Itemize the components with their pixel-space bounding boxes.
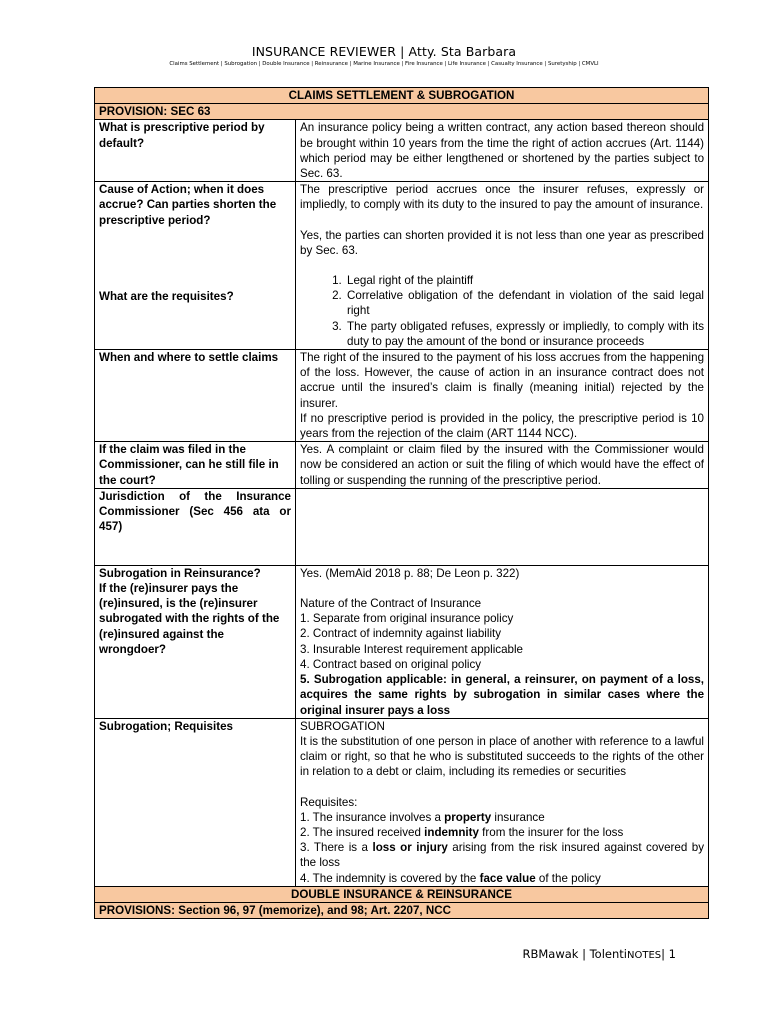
question-cell: If the claim was filed in the Commissioner, can he still file in the court? — [95, 442, 296, 489]
section-heading-row — [95, 886, 709, 902]
page-number: | 1 — [661, 947, 676, 961]
list-item-text: 4. The indemnity is covered by the — [300, 871, 480, 885]
list-item: 2. Correlative obligation of the defendant in violation of the said legal right — [345, 288, 704, 318]
answer-cell — [296, 718, 709, 886]
list-item-text: 3. There is a — [300, 841, 373, 855]
answer-text: Yes. (MemAid 2018 p. 88; De Leon p. 322) — [300, 566, 520, 580]
provision-label: PROVISIONS: Section 96, 97 (memorize), and 98; Art. 2207, NCC — [95, 902, 709, 918]
question-text: Cause of Action; when it does accrue? Can parties shorten the prescriptive period? — [99, 183, 277, 227]
list-item — [300, 871, 704, 886]
list-item: 1. Separate from original insurance policy — [300, 612, 514, 626]
footer-author: RBMawak | Tolenti — [522, 947, 627, 961]
table-row — [95, 565, 709, 718]
list-item — [300, 840, 704, 870]
list-item — [300, 810, 704, 825]
provision-label: PROVISION: SEC 63 — [95, 104, 709, 120]
section-title: DOUBLE INSURANCE & REINSURANCE — [95, 886, 709, 902]
section-heading-row — [95, 88, 709, 104]
question-cell: Subrogation; Requisites — [95, 718, 296, 886]
question-cell: Jurisdiction of the Insurance Commissioner (Sec 456 ata or 457) — [95, 488, 296, 565]
table-row — [95, 182, 709, 350]
list-item-text: 1. The insurance involves a — [300, 810, 445, 824]
answer-text: Nature of the Contract of Insurance — [300, 597, 482, 611]
table-row — [95, 718, 709, 886]
question-cell — [95, 565, 296, 718]
answer-text: If no prescriptive period is provided in the policy, the prescriptive period is 10 years from the rejection of the claim (ART 1144 NCC). — [300, 411, 705, 441]
table-row — [95, 120, 709, 182]
list-item-text: of the policy — [535, 871, 601, 885]
list-item-emphasis: loss or injury — [372, 841, 448, 855]
provision-row — [95, 902, 709, 918]
answer-cell — [296, 565, 709, 718]
page-footer — [522, 947, 676, 961]
list-item-emphasis: property — [444, 810, 492, 824]
requisites-list — [300, 273, 704, 349]
footer-brand: NOTES — [627, 950, 662, 961]
question-text: If the (re)insurer pays the (re)insured, is the (re)insurer subrogated with the rights of the (re)insured against the wrongdoer? — [99, 582, 280, 656]
answer-cell — [296, 182, 709, 350]
answer-cell: An insurance policy being a written contract, any action based thereon should be brought within 10 years from the time the right of action accrues (Art. 1144) which period may be either lengthened or shortened by the parties subject to Sec. 63. — [296, 120, 709, 182]
list-item-bold: 5. Subrogation applicable: in general, a reinsurer, on payment of a loss, acquires the same rights by subrogation in similar cases where the original insurer pays a loss — [300, 673, 705, 717]
section-title: CLAIMS SETTLEMENT & SUBROGATION — [95, 88, 709, 104]
answer-cell — [296, 350, 709, 442]
answer-text: It is the substitution of one person in place of another with reference to a lawful claim or right, so that he who is substituted succeeds to the rights of the other in relation to a debt or claim, including its remedies or securities — [300, 734, 705, 779]
list-item-text: 2. The insured received — [300, 825, 425, 839]
question-cell — [95, 182, 296, 350]
question-text: Subrogation in Reinsurance? — [99, 566, 261, 580]
list-item: 4. Contract based on original policy — [300, 657, 482, 671]
list-item: 1. Legal right of the plaintiff — [345, 273, 704, 288]
answer-title: SUBROGATION — [300, 719, 385, 733]
provision-row — [95, 104, 709, 120]
answer-text: Yes, the parties can shorten provided it is not less than one year as prescribed by Sec. 63. — [300, 228, 705, 257]
document-header-topics: Claims Settlement | Subrogation | Double Insurance | Reinsurance | Marine Insurance | Fire Insurance | Life Insurance | Casualty Insurance | Suretyship | CMVLI — [169, 61, 599, 67]
list-item-emphasis: indemnity — [424, 825, 479, 839]
document-header-title: INSURANCE REVIEWER | Atty. Sta Barbara — [251, 44, 517, 59]
question-cell: When and where to settle claims — [95, 350, 296, 442]
list-item-text: insurance — [491, 810, 545, 824]
list-item: 2. Contract of indemnity against liability — [300, 627, 502, 641]
table-row — [95, 442, 709, 489]
answer-cell-empty — [296, 488, 709, 565]
question-cell: What is prescriptive period by default? — [95, 120, 296, 182]
requisites-label: Requisites: — [300, 795, 358, 809]
list-item-emphasis: face value — [479, 871, 536, 885]
answer-text: The right of the insured to the payment of his loss accrues from the happening of the loss. However, the cause of action in an insurance contract does not accrue until the insured’s claim is finally (meaning initial) rejected by the insurer. — [300, 351, 705, 410]
list-item: 3. Insurable Interest requirement applicable — [300, 642, 523, 656]
reviewer-table — [94, 87, 709, 919]
answer-cell: Yes. A complaint or claim filed by the insured with the Commissioner would now be considered an action or suit the filing of which would have the effect of tolling or suspending the running of the prescriptive period. — [296, 442, 709, 489]
table-row — [95, 350, 709, 442]
table-row — [95, 488, 709, 565]
list-item-text: arising from the risk insured against covered by the loss — [300, 841, 704, 870]
answer-text: The prescriptive period accrues once the insurer refuses, expressly or impliedly, to comply with its duty to the insured to pay the amount of insurance. — [300, 183, 705, 212]
list-item: 3. The party obligated refuses, expressly or impliedly, to comply with its duty to pay the amount of the bond or insurance proceeds — [345, 319, 704, 349]
question-text: What are the requisites? — [99, 289, 234, 303]
list-item-text: from the insurer for the loss — [478, 825, 624, 839]
list-item — [300, 825, 704, 840]
